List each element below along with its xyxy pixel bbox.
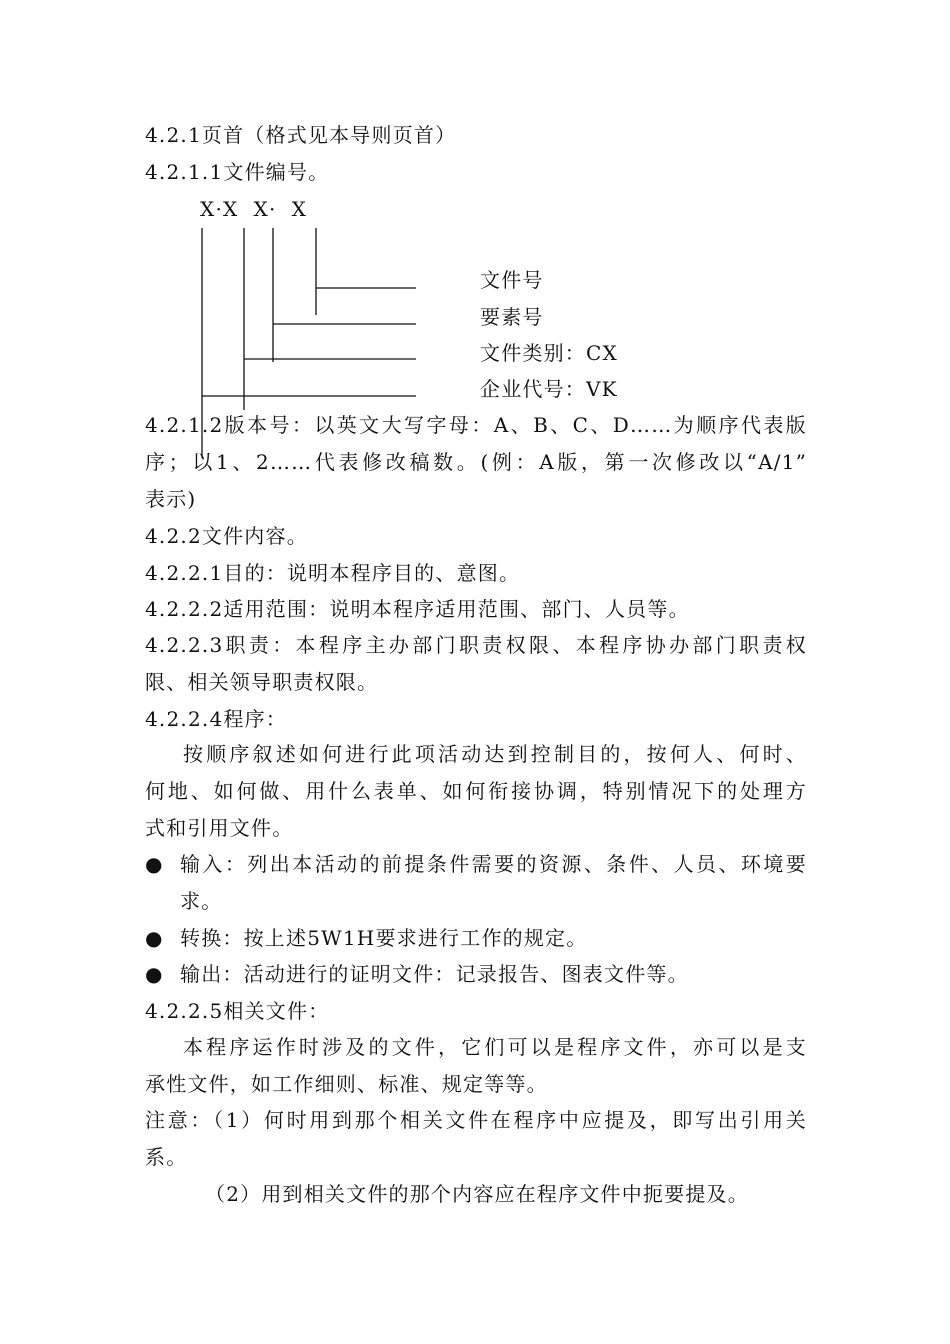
bullet-input-cont: 求。 [180, 889, 223, 913]
heading-4-2-1-1: 4.2.1.1文件编号。 [145, 160, 330, 184]
heading-4-2-1: 4.2.1页首（格式见本导则页首） [145, 123, 457, 147]
label-file-number: 文件号 [480, 268, 544, 292]
bullet-icon: ● [145, 962, 163, 986]
file-code-pattern: X·X X· X [200, 197, 308, 221]
para-version-3: 表示) [145, 487, 197, 511]
heading-4-2-2-2: 4.2.2.2适用范围：说明本程序适用范围、部门、人员等。 [145, 597, 690, 621]
label-element-number: 要素号 [480, 305, 544, 329]
bullet-input: 输入：列出本活动的前提条件需要的资源、条件、人员、环境要 [180, 852, 807, 876]
heading-4-2-2-5: 4.2.2.5相关文件： [145, 999, 330, 1023]
heading-4-2-2-1: 4.2.2.1目的：说明本程序目的、意图。 [145, 561, 521, 585]
heading-4-2-2: 4.2.2文件内容。 [145, 524, 308, 548]
bullet-icon: ● [145, 926, 163, 950]
para-related-1: 本程序运作时涉及的文件，它们可以是程序文件，亦可以是支 [183, 1035, 807, 1059]
note-1-cont: 系。 [145, 1145, 188, 1169]
bullet-transform: 转换：按上述5W1H要求进行工作的规定。 [180, 926, 588, 950]
bullet-icon: ● [145, 852, 163, 876]
para-procedure-1: 按顺序叙述如何进行此项活动达到控制目的，按何人、何时、 [183, 742, 807, 766]
para-related-2: 承性文件，如工作细则、标准、规定等等。 [145, 1072, 548, 1096]
para-procedure-2: 何地、如何做、用什么表单、如何衔接协调，特别情况下的处理方 [145, 779, 807, 803]
heading-4-2-2-4: 4.2.2.4程序： [145, 707, 287, 731]
para-version-1: 4.2.1.2版本号：以英文大写字母：A、B、C、D……为顺序代表版 [145, 413, 807, 437]
note-1: 注意：（1）何时用到那个相关文件在程序中应提及，即写出引用关 [145, 1108, 807, 1132]
label-company-code: 企业代号：VK [480, 377, 618, 401]
note-2: （2）用到相关文件的那个内容应在程序文件中扼要提及。 [205, 1182, 749, 1206]
label-file-category: 文件类别：CX [480, 341, 618, 365]
bullet-output: 输出：活动进行的证明文件：记录报告、图表文件等。 [180, 962, 689, 986]
para-duties-cont: 限、相关领导职责权限。 [145, 670, 379, 694]
para-version-2: 序；以1、2……代表修改稿数。(例：A版，第一次修改以“A/1” [145, 450, 807, 474]
heading-4-2-2-3: 4.2.2.3职责：本程序主办部门职责权限、本程序协办部门职责权 [145, 633, 807, 657]
para-procedure-3: 式和引用文件。 [145, 816, 294, 840]
